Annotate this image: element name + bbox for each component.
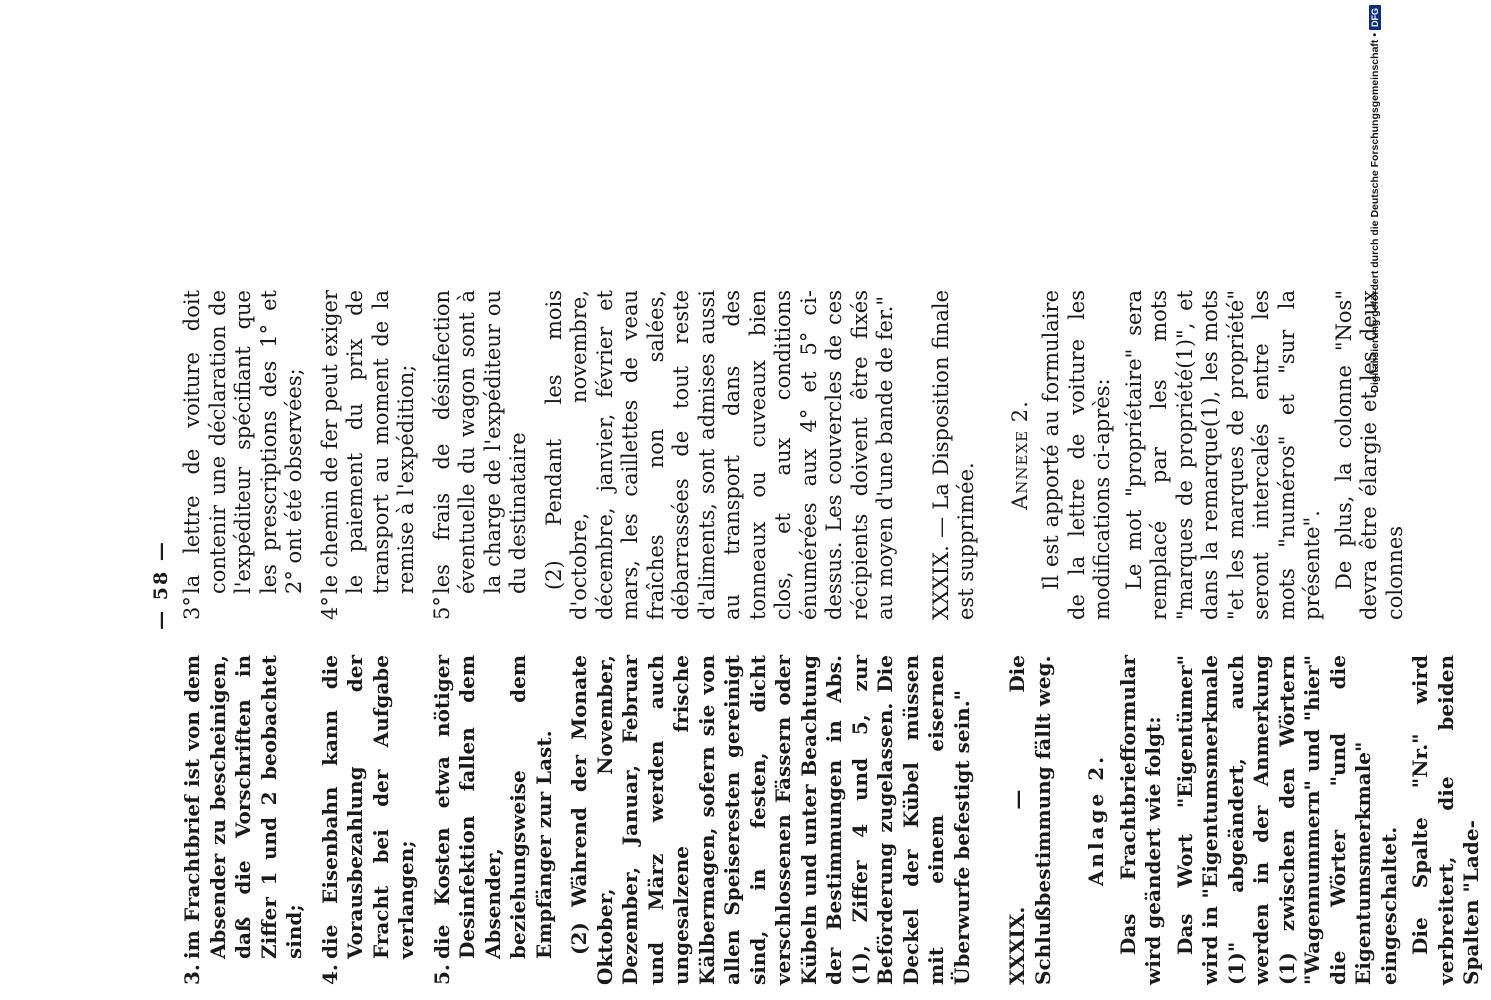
german-item-5 [430, 655, 558, 985]
french-item-3 [180, 290, 308, 620]
german-column [180, 655, 1491, 985]
french-section-xxxix: XXXIX. — La Disposition finale est supprimée. [928, 290, 978, 620]
german-section-xxxix: XXXIX. — Die Schlußbestimmung fällt weg. [1005, 655, 1055, 985]
french-annexe-paragraph-2: De plus, la colonne "Nos" devra être élargie et les deux colonnes [1331, 290, 1407, 620]
french-item-4 [318, 290, 420, 620]
german-item-3 [180, 655, 308, 985]
item-text: la lettre de voiture doit contenir une déclaration de l'expéditeur spécifiant que les prescriptions des 1° et 2° ont été observées; [180, 290, 306, 594]
german-anlage-heading: Anlage 2. [1084, 753, 1108, 887]
item-number: 3° [180, 596, 204, 620]
german-item-4 [318, 655, 420, 985]
french-column [180, 290, 1414, 620]
digitization-note [1368, 5, 1382, 985]
item-number: 4. [317, 964, 342, 985]
item-number: 5. [429, 964, 454, 985]
item-number: 3. [180, 964, 204, 985]
french-annexe-paragraph-1: Le mot "propriétaire" sera remplacé par les mots "marques de propriété(1)", et dans la remarque(1), les mots "et les marques de propriété" seront intercalés entre les mots "numéros" et "sur la présente". [1121, 290, 1324, 620]
french-annexe-intro: Il est apporté au formulaire de la lettre de voiture les modifications ci-après: [1039, 290, 1114, 620]
item-text: le chemin de fer peut exiger le paiement du prix de transport au moment de la remise à l'expédition; [317, 290, 418, 594]
french-item-5 [430, 290, 532, 620]
french-paragraph-2: (2) Pendant les mois d'octobre, novembre, décembre, janvier, février et mars, les caillettes de veau fraîches non salées, débarrassées de tout reste d'aliments, sont admises aussi au transport dans des tonneaux ou cuveaux bien clos, et aux conditions énumérées aux 4° et 5° ci-dessus. Les couvercles de ces récipients doivent être fixés au moyen d'une bande de fer." [541, 290, 897, 620]
item-text: die Eisenbahn kann die Vorausbezahlung der Fracht bei der Aufgabe verlangen; [317, 655, 418, 959]
dfg-logo: DFG [1369, 5, 1381, 30]
item-text: im Frachtbrief ist von dem Absender zu bescheinigen, daß die Vorschriften in Ziffer 1 und 2 beobachtet sind; [180, 655, 306, 959]
item-text: die Kosten etwa nötiger Desinfektion fallen dem Absender, beziehungsweise dem Empfänger zur Last. [429, 655, 556, 959]
german-anlage-paragraph-1: Das Wort "Eigentümer" wird in "Eigentumsmerkmale (1)" abgeändert, auch werden in der Anmerkung (1) zwischen den Wörtern "Wagennummern" und "hier" die Wörter "und die Eigentumsmerkmale" eingeschaltet. [1172, 655, 1401, 985]
german-anlage-paragraph-2: Die Spalte "Nr." wird verbreitert, die beiden Spalten "Lade- [1408, 655, 1483, 985]
digitization-text: Digitalisierung gefördert durch die Deutsche Forschungsgemeinschaft • [1369, 33, 1381, 393]
page-number: — 58 — [150, 540, 172, 630]
french-annexe-heading: Annexe 2. [1007, 400, 1032, 510]
german-anlage-intro: Das Frachtbriefformular wird geändert wie folgt: [1115, 655, 1165, 985]
item-number: 4° [317, 596, 342, 620]
german-paragraph-2: (2) Während der Monate Oktober, November, Dezember, Januar, Februar und März werden auch ungesalzene frische Kälbermagen, sofern sie von allen Speiseresten gereinigt sind, in festen, dicht verschlossenen Fässern oder Kübeln und unter Beachtung der Bestimmungen in Abs. (1), Ziffer 4 und 5, zur Beförderung zugelassen. Die Deckel der Kübel müssen mit einem eisernen Überwurfe befestigt sein." [567, 655, 974, 985]
item-text: les frais de désinfection éventuelle du wagon sont à la charge de l'expéditeur ou du destinataire [429, 290, 530, 594]
item-number: 5° [429, 596, 454, 620]
